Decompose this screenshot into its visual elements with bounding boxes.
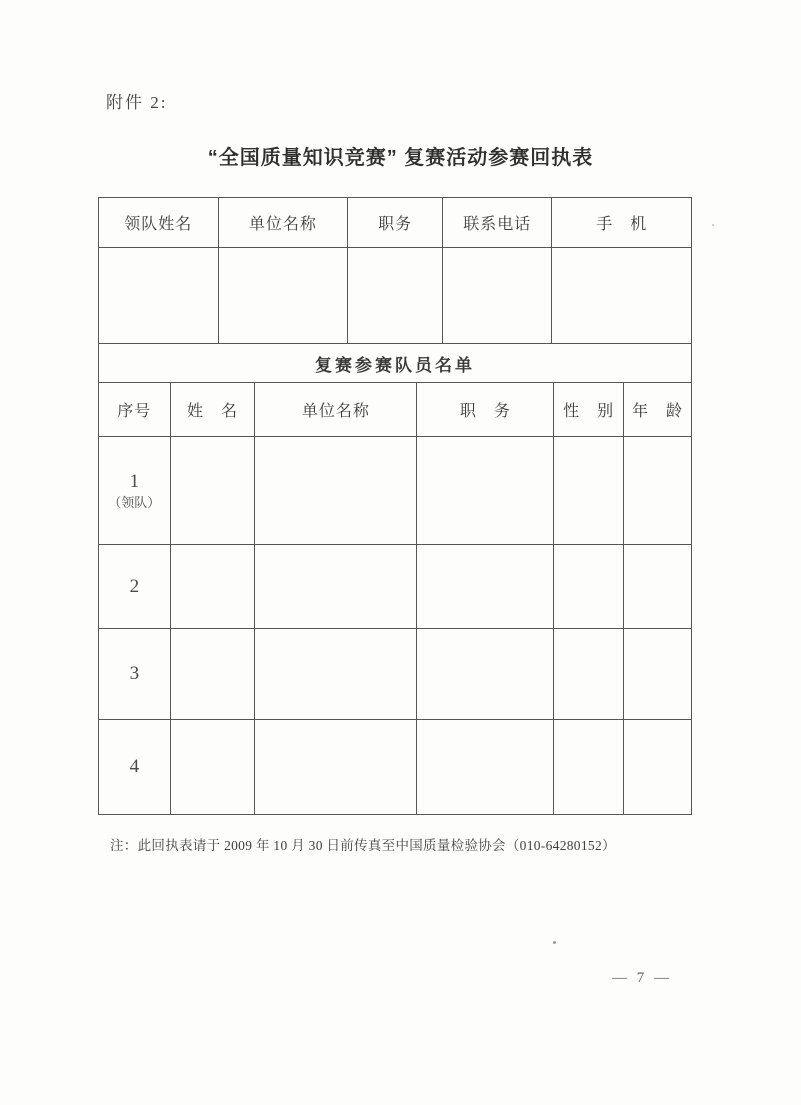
leader-header-position: 职务	[348, 198, 443, 247]
member-3-number: 3	[129, 663, 140, 684]
member-4-position-cell	[417, 720, 554, 814]
member-2-number: 2	[129, 575, 140, 597]
fax-instruction-note: 注：此回执表请于 2009 年 10 月 30 日前传真至中国质量检验协会（010-64280152）	[110, 838, 616, 853]
member-2-name-cell	[171, 545, 256, 628]
members-header-position: 职 务	[417, 383, 554, 436]
member-1-age-cell	[624, 437, 691, 544]
member-3-no-cell	[99, 629, 171, 719]
members-header-unit: 单位名称	[255, 383, 417, 436]
member-3-gender-cell	[554, 629, 624, 719]
member-1-no-cell	[99, 437, 171, 544]
attachment-label: 附件 2:	[106, 93, 168, 112]
leader-header-unit: 单位名称	[219, 198, 349, 247]
members-header-row	[99, 383, 691, 437]
member-3-name-cell	[171, 629, 256, 719]
member-4-number: 4	[129, 756, 140, 777]
member-4-gender-cell	[554, 720, 624, 814]
member-2-age-cell	[624, 545, 691, 628]
leader-header-mobile: 手 机	[596, 216, 648, 233]
leader-header-row	[99, 198, 691, 248]
member-3-position-cell	[417, 629, 554, 719]
member-2-gender-cell	[554, 545, 624, 628]
member-1-name-cell	[171, 437, 256, 544]
leader-mobile-cell	[552, 248, 691, 343]
members-header-no: 序号	[99, 383, 171, 436]
leader-header-phone: 联系电话	[443, 198, 553, 247]
document-title: “全国质量知识竞赛” 复赛活动参赛回执表	[207, 147, 594, 169]
leader-unit-cell	[219, 248, 349, 343]
leader-name-cell	[99, 248, 219, 343]
member-4-unit-cell	[255, 720, 417, 814]
member-1-gender-cell	[554, 437, 624, 544]
member-row-4	[99, 720, 691, 814]
member-row-2	[99, 545, 691, 629]
scan-speck	[553, 941, 556, 944]
member-1-number: 1	[129, 470, 140, 492]
members-header-name: 姓 名	[171, 383, 256, 436]
member-4-name-cell	[171, 720, 256, 814]
leader-position-cell	[348, 248, 443, 343]
member-row-1	[99, 437, 691, 545]
member-3-age-cell	[624, 629, 691, 719]
member-1-leader-note: （领队）	[108, 494, 161, 510]
scan-speck	[712, 224, 714, 226]
member-2-no-cell	[99, 545, 171, 628]
member-row-3	[99, 629, 691, 720]
member-2-unit-cell	[255, 545, 417, 628]
member-4-age-cell	[624, 720, 691, 814]
members-header-gender: 性 别	[554, 383, 624, 436]
member-1-unit-cell	[255, 437, 417, 544]
members-section-title: 复赛参赛队员名单	[99, 344, 691, 383]
member-4-no-cell	[99, 720, 171, 814]
leader-phone-cell	[443, 248, 553, 343]
member-1-position-cell	[417, 437, 554, 544]
members-header-age: 年 龄	[632, 403, 684, 420]
leader-input-row	[99, 248, 691, 344]
member-3-unit-cell	[255, 629, 417, 719]
page-number: — 7 —	[612, 970, 672, 986]
leader-header-name: 领队姓名	[99, 198, 219, 247]
receipt-table	[98, 197, 692, 815]
member-2-position-cell	[417, 545, 554, 628]
